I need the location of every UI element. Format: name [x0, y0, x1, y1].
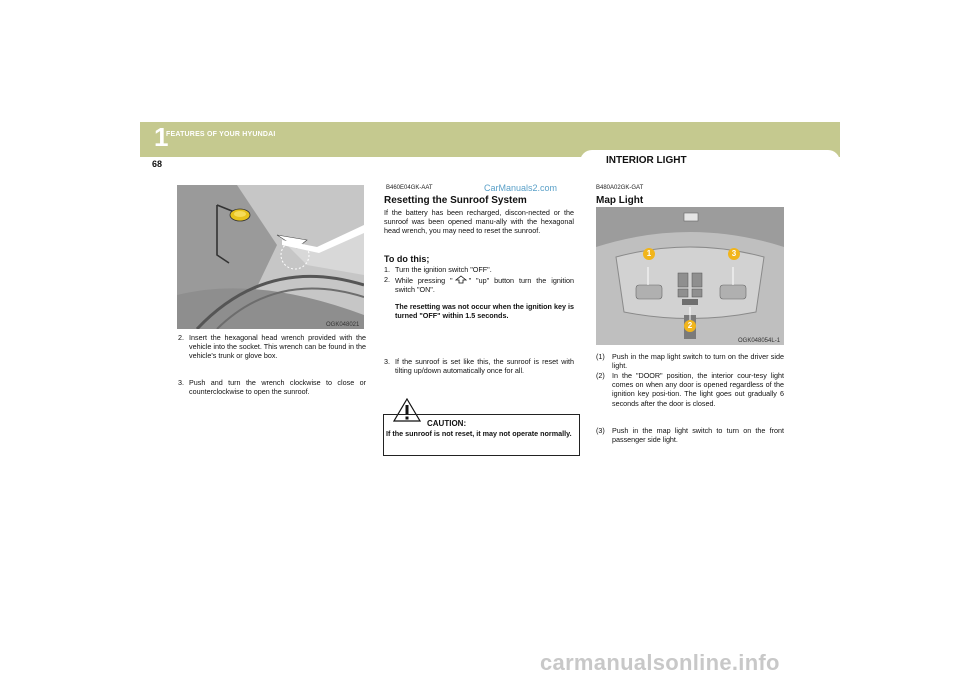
list-item: [596, 426, 784, 444]
left-image-code: OGK048021: [326, 322, 360, 328]
up-arrow-icon: [455, 275, 467, 284]
page-number: 68: [152, 159, 163, 169]
step-number: 2.: [384, 275, 390, 284]
item-number: (2): [596, 371, 605, 380]
item-text: Push in the map light switch to turn on the driver side light.: [612, 352, 784, 371]
step-number: 3.: [178, 378, 184, 387]
list-item: [178, 378, 366, 396]
callout-2: 2: [684, 320, 696, 332]
reset-note: The resetting was not occur when the ignition key is turned "OFF" within 1.5 seconds.: [395, 302, 574, 321]
section-code: B460E04GK-AAT: [386, 185, 433, 191]
item-number: (3): [596, 426, 605, 435]
step-text-after: " "up" button turn the ignition switch "ON".: [395, 276, 574, 295]
caution-title: CAUTION:: [427, 419, 467, 428]
step-text: Push and turn the wrench clockwise to close or counterclockwise to open the sunroof.: [189, 378, 366, 397]
step-number: 1.: [384, 265, 390, 274]
sunroof-wrench-drawing: [177, 185, 364, 329]
list-item: [596, 371, 784, 408]
item-number: (1): [596, 352, 605, 361]
section-code: B480A02GK-GAT: [596, 185, 644, 191]
section-title: INTERIOR LIGHT: [606, 155, 687, 166]
step-text: Turn the ignition switch "OFF".: [395, 265, 492, 274]
caution-text: If the sunroof is not reset, it may not operate normally.: [386, 429, 572, 438]
step-text-before: While pressing ": [395, 276, 453, 285]
sunroof-wrench-illustration: [177, 185, 364, 329]
callout-3: 3: [728, 248, 740, 260]
right-image-code: OGK048054L-1: [738, 338, 781, 344]
list-item: [178, 333, 366, 361]
footer-watermark[interactable]: carmanualsonline.info: [540, 650, 780, 675]
item-text: Push in the map light switch to turn on the front passenger side light.: [612, 426, 784, 445]
section-heading: Resetting the Sunroof System: [384, 195, 527, 206]
list-item: [384, 357, 574, 375]
watermark-link[interactable]: CarManuals2.com: [484, 183, 558, 193]
callout-1: 1: [643, 248, 655, 260]
step-text: Insert the hexagonal head wrench provided with the vehicle into the socket. This wrench can be found in the vehicle's trunk or glove box.: [189, 333, 366, 361]
list-item: [596, 352, 784, 370]
chapter-number: 1: [154, 122, 169, 152]
list-item: [384, 265, 574, 274]
step-text: If the sunroof is set like this, the sunroof is reset with tilting up/down automatically once for all.: [395, 357, 574, 376]
step-number: 3.: [384, 357, 390, 366]
item-text: In the "DOOR" position, the interior cour-tesy light comes on when any door is opened regardless of the ignition key posi-tion. The light goes out gradually 6 seconds after the door is closed.: [612, 371, 784, 408]
step-text: [384, 275, 574, 294]
chapter-title: FEATURES OF YOUR HYUNDAI: [166, 131, 276, 138]
intro-paragraph: If the battery has been recharged, discon-nected or the sunroof was been opened manu-ally with the hexagonal head wrench, you may need to reset the sunroof.: [384, 208, 574, 236]
section-heading: Map Light: [596, 195, 644, 206]
subheading: To do this;: [384, 254, 430, 264]
step-number: 2.: [178, 333, 184, 342]
list-item: [384, 275, 574, 294]
